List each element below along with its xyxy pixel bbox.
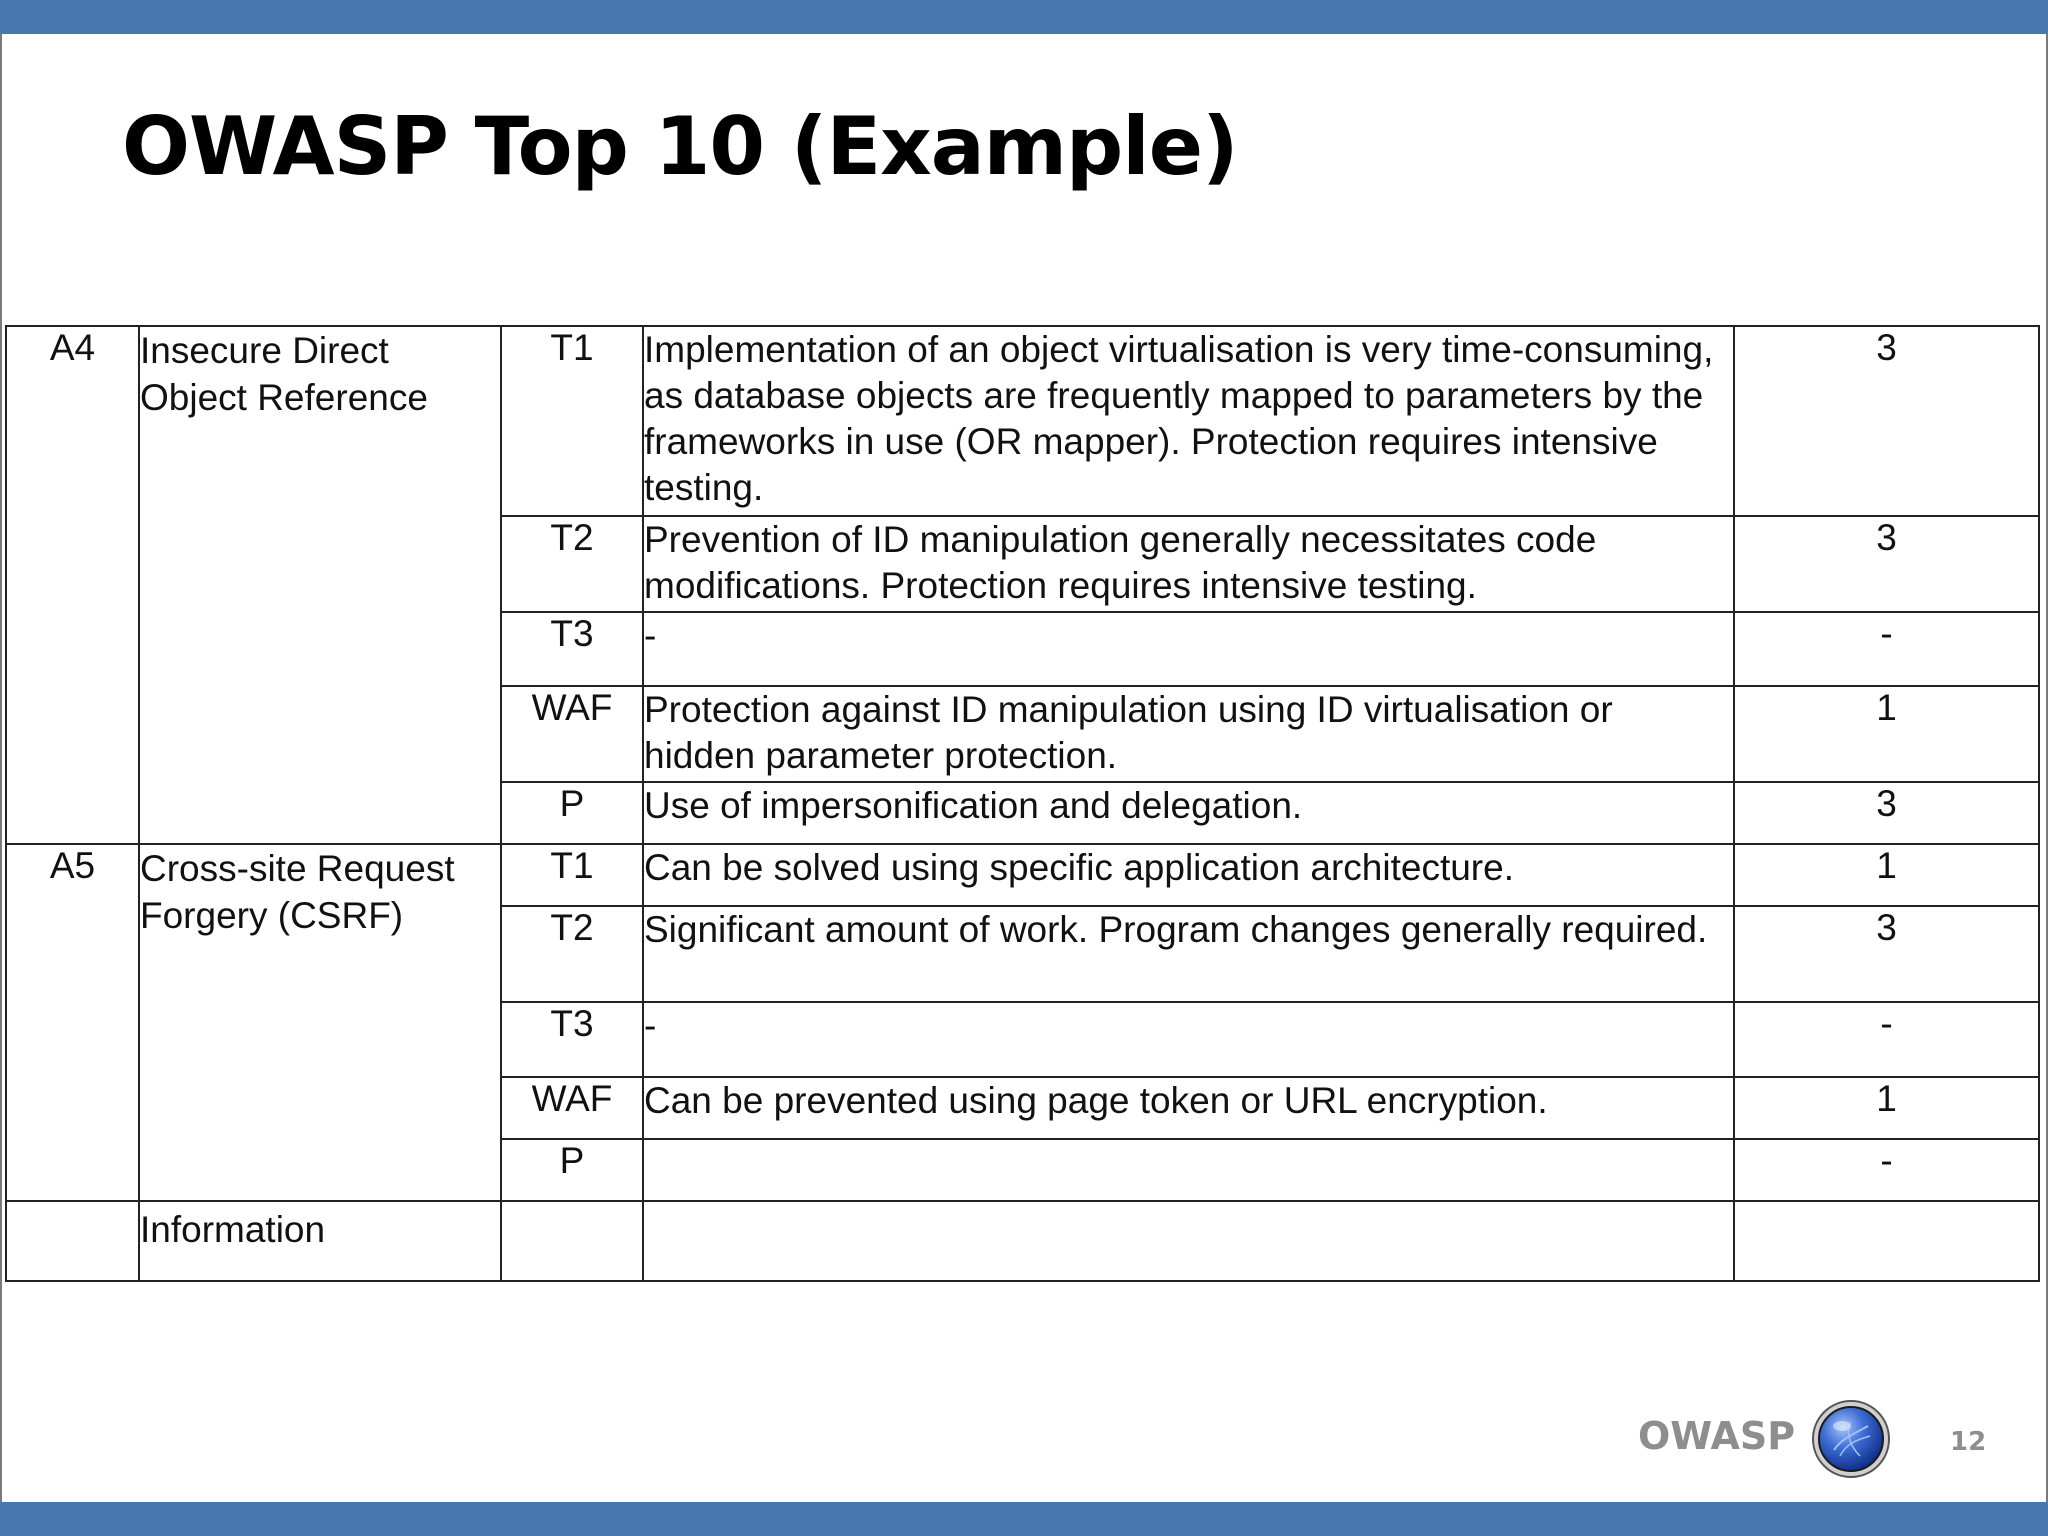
- top-accent-bar: [0, 0, 2048, 34]
- measure-code-cell: T3: [501, 1002, 643, 1077]
- measure-score-cell: 3: [1734, 906, 2039, 1002]
- owasp-risk-table: [5, 325, 2040, 1282]
- measure-code-cell: WAF: [501, 1077, 643, 1139]
- measure-score-cell: 3: [1734, 782, 2039, 844]
- table-row: [6, 844, 2039, 906]
- measure-score-cell: -: [1734, 1139, 2039, 1201]
- table-row: [6, 326, 2039, 516]
- measure-code-cell: T1: [501, 326, 643, 516]
- measure-code-cell: WAF: [501, 686, 643, 782]
- measure-description-cell: Protection against ID manipulation using ID virtualisation or hidden parameter protection.: [643, 686, 1734, 782]
- measure-code-cell: T2: [501, 516, 643, 612]
- bottom-accent-bar: [0, 1502, 2048, 1536]
- owasp-globe-icon: [1810, 1398, 1892, 1480]
- risk-id-cell: A4: [6, 326, 139, 844]
- measure-score-cell: 1: [1734, 686, 2039, 782]
- measure-score-cell: [1734, 1201, 2039, 1281]
- measure-description-cell: [643, 1201, 1734, 1281]
- risk-name-cell: Cross-site Request Forgery (CSRF): [139, 844, 501, 1201]
- owasp-brand-text: OWASP: [1638, 1414, 1796, 1458]
- risk-id-cell: A5: [6, 844, 139, 1201]
- measure-description-cell: Prevention of ID manipulation generally necessitates code modifications. Protection requires intensive testing.: [643, 516, 1734, 612]
- measure-description-cell: -: [643, 612, 1734, 686]
- measure-score-cell: 1: [1734, 1077, 2039, 1139]
- risk-name-cell: Insecure Direct Object Reference: [139, 326, 501, 844]
- measure-score-cell: 3: [1734, 326, 2039, 516]
- risk-name-partial: Information: [140, 1209, 326, 1250]
- risk-id-cell: [6, 1201, 139, 1281]
- measure-score-cell: 1: [1734, 844, 2039, 906]
- page-number: 12: [1950, 1427, 1987, 1457]
- slide-title: OWASP Top 10 (Example): [122, 100, 1238, 193]
- measure-code-cell: T2: [501, 906, 643, 1002]
- measure-score-cell: 3: [1734, 516, 2039, 612]
- measure-score-cell: -: [1734, 612, 2039, 686]
- measure-code-cell: T3: [501, 612, 643, 686]
- measure-code-cell: T1: [501, 844, 643, 906]
- measure-description-cell: Implementation of an object virtualisation is very time-consuming, as database objects are frequently mapped to parameters by the frameworks in use (OR mapper). Protection requires intensive testing.: [643, 326, 1734, 516]
- measure-score-cell: -: [1734, 1002, 2039, 1077]
- measure-description-cell: Can be prevented using page token or URL encryption.: [643, 1077, 1734, 1139]
- measure-description-cell: -: [643, 1002, 1734, 1077]
- risk-name-cell: [139, 1201, 501, 1281]
- measure-description-cell: [643, 1139, 1734, 1201]
- measure-description-cell: Can be solved using specific application architecture.: [643, 844, 1734, 906]
- measure-code-cell: P: [501, 1139, 643, 1201]
- table-viewport: [0, 318, 2048, 1250]
- measure-description-cell: Significant amount of work. Program changes generally required.: [643, 906, 1734, 1002]
- table-row-partial: [6, 1201, 2039, 1281]
- measure-code-cell: [501, 1201, 643, 1281]
- measure-code-cell: P: [501, 782, 643, 844]
- measure-description-cell: Use of impersonification and delegation.: [643, 782, 1734, 844]
